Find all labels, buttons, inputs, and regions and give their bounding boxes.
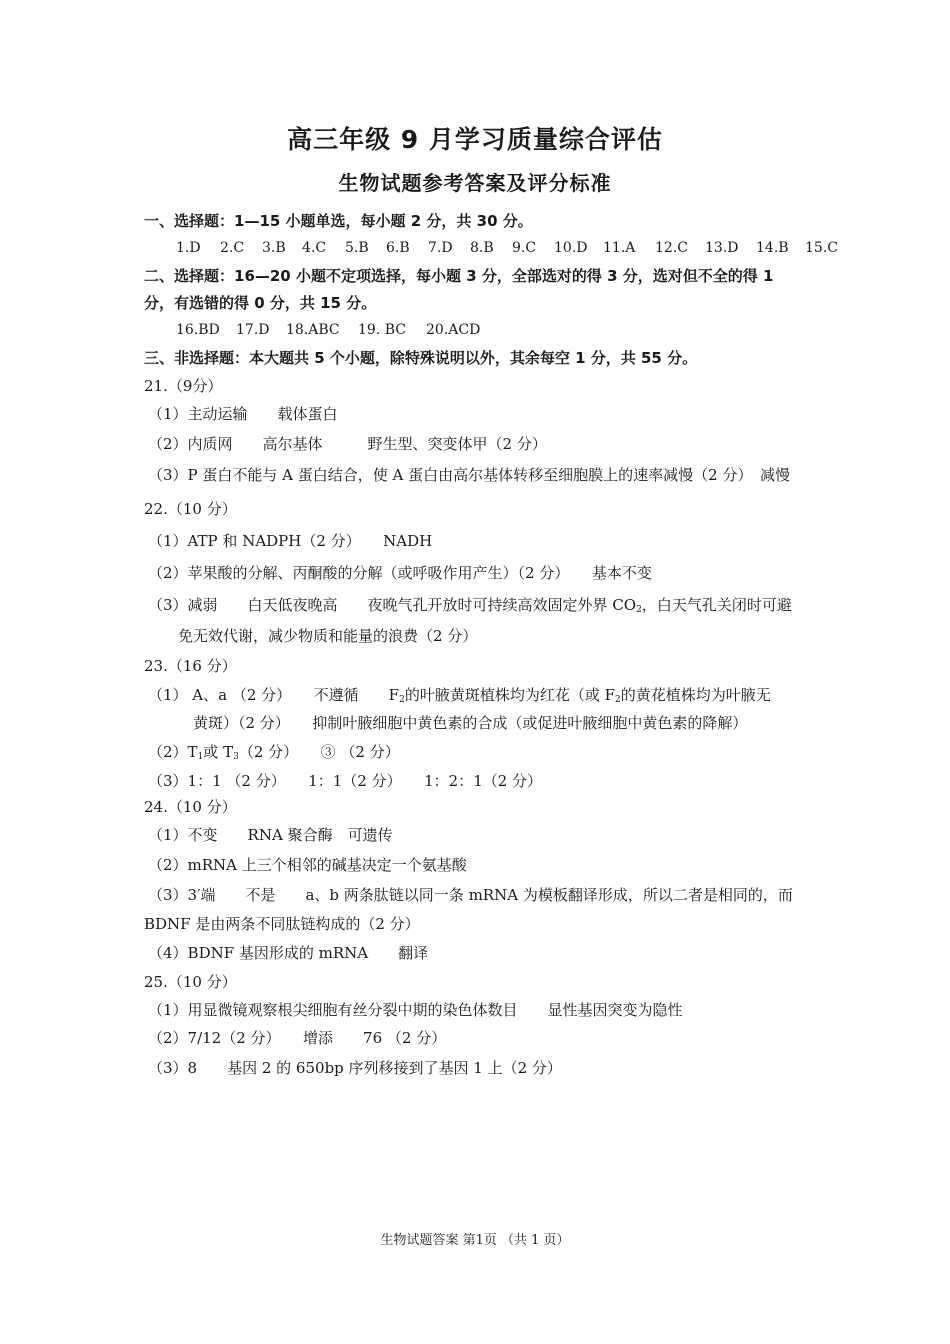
mc-answer: 1.D [176, 240, 201, 256]
mc-answer: 13.D [705, 240, 739, 256]
q25-answer-3: （3）8 基因 2 的 650bp 序列移接到了基因 1 上（2 分） [148, 1059, 562, 1077]
q21-answer-1: （1）主动运输 载体蛋白 [148, 405, 338, 423]
q22-answer-2: （2）苹果酸的分解、丙酮酸的分解（或呼吸作用产生）（2 分） 基本不变 [148, 564, 652, 582]
q25-header: 25.（10 分） [144, 973, 237, 991]
mc-answer: 9.C [512, 240, 537, 256]
page-footer: 生物试题答案 第1页 （共 1 页） [380, 1233, 570, 1248]
section-2-heading-line-2: 分，有选错的得 0 分，共 15 分。 [144, 294, 377, 312]
mc-answer: 4.C [302, 240, 327, 256]
q23-answer-2: $(2)T_1$或 $T_3(2$ 分） ③ （2 分） [148, 743, 400, 762]
q23-answer-3: （3）1：1 （2 分） 1：1（2 分） 1：2：1（2 分） [148, 772, 543, 790]
mc-answer: 11.A [603, 240, 636, 256]
section-2-heading-line-1: 二、选择题：16—20 小题不定项选择，每小题 3 分，全部选对的得 3 分，选对但不全的得 1 [144, 267, 774, 285]
multi-answer: 20.ACD [426, 322, 481, 338]
document-subtitle: 生物试题参考答案及评分标准 [338, 171, 612, 195]
mc-answer: 6.B [386, 240, 410, 256]
multi-answer: 16.BD [176, 322, 220, 338]
mc-answer: 2.C [220, 240, 245, 256]
multi-answer: 17.D [236, 322, 270, 338]
q23-header: 23.（16 分） [144, 657, 237, 675]
q21-answer-2: （2）内质网 高尔基体 野生型、突变体甲（2 分） [148, 435, 547, 453]
q24-answer-1: （1）不变 RNA 聚合酶 可遗传 [148, 826, 393, 844]
mc-answer: 7.D [428, 240, 453, 256]
mc-answer: 12.C [655, 240, 688, 256]
q22-header: 22.（10 分） [144, 500, 237, 518]
multi-answer: 18.ABC [286, 322, 340, 338]
section-3-heading: 三、非选择题：本大题共 5 个小题，除特殊说明以外，其余每空 1 分，共 55 分。 [144, 349, 698, 367]
q23-answer-1-cont: 黄斑）（2 分） 抑制叶腋细胞中黄色素的合成（或促进叶腋细胞中黄色素的降解） [193, 714, 748, 732]
mc-answer: 15.C [805, 240, 838, 256]
q24-answer-2: （2）mRNA 上三个相邻的碱基决定一个氨基酸 [148, 856, 467, 874]
mc-answer: 3.B [262, 240, 286, 256]
document-title: 高三年级 9 月学习质量综合评估 [287, 125, 663, 154]
q24-answer-3: （3）3′端 不是 a、b 两条肽链以同一条 mRNA 为模板翻译形成，所以二者是相同的，而 [148, 886, 793, 904]
mc-answer: 8.B [470, 240, 494, 256]
q21-header: 21.（9分） [144, 377, 223, 395]
q21-answer-3: （3）P 蛋白不能与 A 蛋白结合，使 A 蛋白由高尔基体转移至细胞膜上的速率减慢（2 分） 减慢 [148, 466, 790, 484]
mc-answer: 10.D [554, 240, 588, 256]
q22-answer-1: （1）ATP 和 NADPH（2 分） NADH [148, 532, 433, 550]
mc-answer: 5.B [345, 240, 369, 256]
q25-answer-2: （2）7/12（2 分） 增添 76 （2 分） [148, 1029, 447, 1047]
q23-answer-1: （1） A、a （2 分） 不遵循 $F_2$的叶腋黄斑植株均为红花（或 $F_2$的黄花植株均为叶腋无 [148, 686, 771, 705]
section-1-heading: 一、选择题：1—15 小题单选，每小题 2 分，共 30 分。 [144, 212, 533, 230]
q22-answer-3-cont: 免无效代谢，减少物质和能量的浪费（2 分） [178, 627, 478, 645]
q25-answer-1: （1）用显微镜观察根尖细胞有丝分裂中期的染色体数目 显性基因突变为隐性 [148, 1001, 683, 1019]
q24-answer-4: （4）BDNF 基因形成的 mRNA 翻译 [148, 944, 429, 962]
multi-answer: 19. BC [358, 322, 406, 338]
q22-answer-3: （3）减弱 白天低夜晚高 夜晚气孔开放时可持续高效固定外界 $CO_2$，白天气孔关闭时可避 [148, 596, 792, 615]
mc-answer: 14.B [756, 240, 789, 256]
q24-answer-3-cont: BDNF 是由两条不同肽链构成的（2 分） [144, 915, 420, 933]
q24-header: 24.（10 分） [144, 798, 237, 816]
